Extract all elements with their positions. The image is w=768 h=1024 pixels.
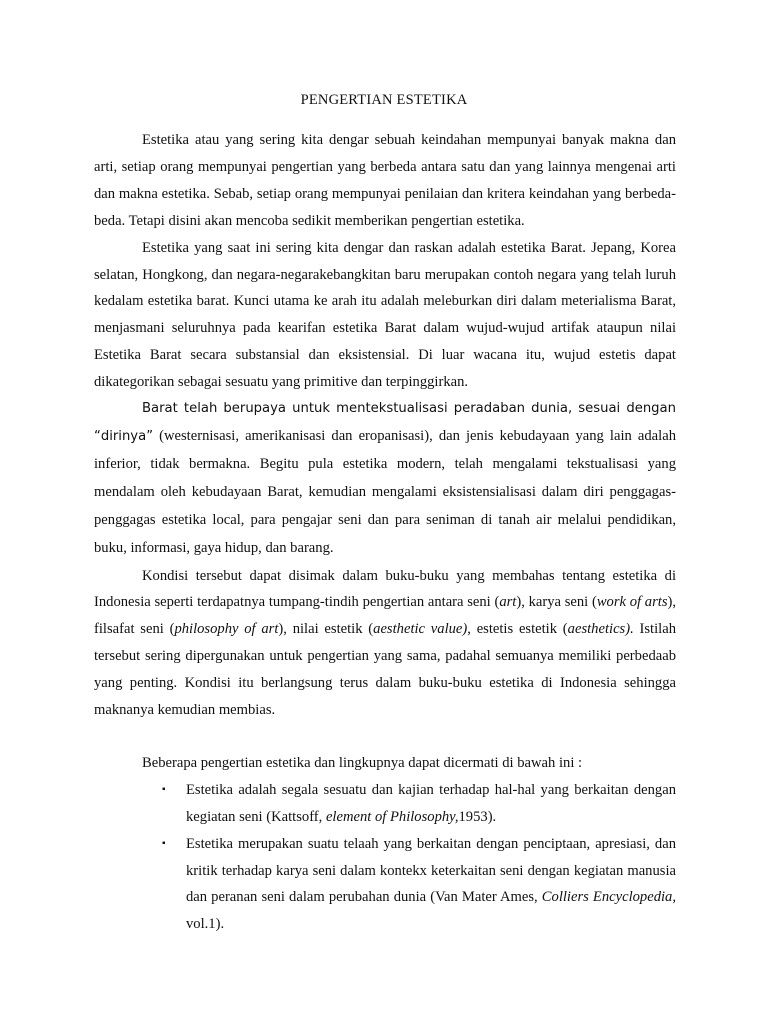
list-item-italic: element of Philosophy, xyxy=(325,808,459,825)
list-item xyxy=(162,831,676,939)
list-item-tail: vol.1). xyxy=(186,916,225,933)
p4-text-5: , estetis estetik ( xyxy=(467,621,568,638)
bullet-square-icon: ▪ xyxy=(162,783,166,795)
list-item-tail: 1953). xyxy=(458,808,497,825)
p4-text-2: ), karya seni ( xyxy=(516,594,597,611)
paragraph-3-sans-part: Barat telah berupaya untuk mentekstualisasi peradaban dunia, sesuai dengan “dirinya” xyxy=(94,401,676,444)
paragraph-2: Estetika yang saat ini sering kita dengar dan raskan adalah estetika Barat. Jepang, Korea selatan, Hongkong, dan negara-negarakebangkitan baru merupakan contoh negara yang telah luruh kedalam estetika barat. Kunci utama ke arah itu adalah meleburkan diri dalam meterialisma Barat, menjasmani seluruhnya pada kearifan estetika Barat dalam wujud-wujud artifak ataupun nilai Estetika Barat secara substansial dan eksistensial. Di luar wacana itu, wujud estetis dapat dikategorikan sebagai sesuatu yang primitive dan terpinggirkan. xyxy=(94,239,676,391)
paragraph-3-rest: (westernisasi, amerikanisasi dan eropanisasi), dan jenis kebudayaan yang lain adalah inferior, tidak bermakna. Begitu pula estetika modern, telah mengalami tekstualisasi yang mendalam oleh kebudayaan Barat, kemudian mengalami eksistensialisasi dalam diri penggagas-penggagas estetika local, para pengajar seni dan para seniman di tanah air melalui pendidikan, buku, informasi, gaya hidup, dan barang. xyxy=(94,427,676,556)
bullet-square-icon: ▪ xyxy=(162,837,166,849)
page-title: PENGERTIAN ESTETIKA xyxy=(300,92,468,108)
document-body xyxy=(94,127,676,938)
definition-list xyxy=(94,777,676,938)
paragraph-1: Estetika atau yang sering kita dengar sebuah keindahan mempunyai banyak makna dan arti, setiap orang mempunyai pengertian yang berbeda antara satu dan yang lainnya mengenai arti dan makna estetika. Sebab, setiap orang mempunyai penilaian dan kritera keindahan yang berbeda-beda. Tetapi disini akan mencoba sedikit memberikan pengertian estetika. xyxy=(94,132,676,229)
p4-italic-philosophy-of-art: philosophy of art xyxy=(174,621,279,638)
p4-text-6: Istilah tersebut sering dipergunakan untuk pengertian yang sama, padahal semuanya memiliki perbedaab yang penting. Kondisi itu berlangsung terus dalam buku-buku estetika di Indonesia sehingga maknanya kemudian membias. xyxy=(94,621,676,719)
p4-italic-art: art xyxy=(499,594,517,611)
list-intro: Beberapa pengertian estetika dan lingkupnya dapat dicermati di bawah ini : xyxy=(142,754,583,771)
p4-text-4: ), nilai estetik ( xyxy=(278,621,374,638)
paragraph-3 xyxy=(94,396,676,562)
list-item xyxy=(162,777,676,831)
list-item-text: Estetika adalah segala sesuatu dan kajian terhadap hal-hal yang berkaitan dengan kegiatan seni (Kattsoff, xyxy=(186,781,676,825)
list-item-text: Estetika merupakan suatu telaah yang berkaitan dengan penciptaan, apresiasi, dan kritik terhadap karya seni dalam kontekx keterkaitan seni dengan kegiatan manusia dan peranan seni dalam perubahan dunia (Van Mater Ames, xyxy=(186,835,676,906)
paragraph-4 xyxy=(94,563,676,724)
p4-text-1: Kondisi tersebut dapat disimak dalam buku-buku yang membahas tentang estetika di Indonesia seperti terdapatnya tumpang-tindih pengertian antara seni ( xyxy=(94,567,676,611)
p4-italic-aesthetic-value: aesthetic value) xyxy=(373,621,468,638)
p4-italic-work-of-arts: work of arts xyxy=(596,594,668,611)
list-item-italic: Colliers Encyclopedia, xyxy=(541,889,676,906)
p4-italic-aesthetics: aesthetics). xyxy=(567,621,634,638)
p4-text-3: ), filsafat seni ( xyxy=(94,594,677,638)
